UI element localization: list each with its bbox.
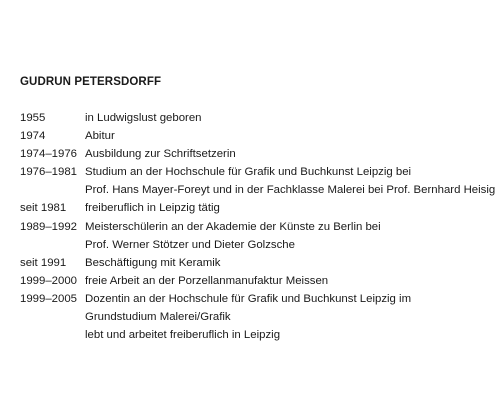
biography-row (20, 163, 490, 181)
entry-year: 1976–1981 (20, 166, 78, 179)
entry-year: seit 1981 (20, 202, 67, 215)
entry-year (20, 308, 85, 326)
biography-row (20, 254, 490, 272)
biography-row (20, 199, 490, 217)
entry-text: freie Arbeit an der Porzellanmanufaktur Meissen (85, 274, 329, 287)
entry-year: 1999–2005 (20, 292, 78, 305)
entry-text: freiberuflich in Leipzig tätig (85, 202, 220, 215)
biography-row (20, 145, 490, 163)
biography-row (20, 308, 490, 326)
entry-year: 1989–1992 (20, 220, 78, 233)
entry-text: Grundstudium Malerei/Grafik (85, 311, 231, 324)
entry-year (20, 326, 85, 344)
entry-text: Prof. Werner Stötzer und Dieter Golzsche (85, 238, 295, 251)
entry-text: Beschäftigung mit Keramik (85, 256, 221, 269)
biography-row (20, 181, 495, 199)
biography-list (20, 109, 495, 344)
entry-year: 1999–2000 (20, 274, 78, 287)
entry-text: Abitur (85, 130, 115, 143)
entry-text: Meisterschülerin an der Akademie der Künste zu Berlin bei (85, 220, 381, 233)
entry-text: lebt und arbeitet freiberuflich in Leipzig (85, 329, 281, 342)
entry-text: Prof. Hans Mayer-Foreyt und in der Fachklasse Malerei bei Prof. Bernhard Heisig (85, 184, 495, 197)
entry-year: 1955 (20, 112, 46, 124)
entry-year (20, 236, 85, 254)
biography-row (20, 109, 490, 127)
entry-year: seit 1991 (20, 256, 67, 269)
biography-row (20, 127, 490, 145)
entry-text: Dozentin an der Hochschule für Grafik und Buchkunst Leipzig im (85, 292, 412, 305)
page-title: GUDRUN PETERSDORFF (20, 76, 162, 88)
entry-year: 1974–1976 (20, 148, 78, 161)
entry-year (20, 181, 85, 199)
biography-row (20, 272, 490, 290)
entry-text: in Ludwigslust geboren (85, 112, 202, 124)
entry-year: 1974 (20, 130, 46, 143)
biography-row (20, 326, 490, 344)
biography-row (20, 236, 490, 254)
entry-text: Ausbildung zur Schriftsetzerin (85, 148, 236, 161)
biography-row (20, 218, 490, 236)
entry-text: Studium an der Hochschule für Grafik und Buchkunst Leipzig bei (85, 166, 412, 179)
biography-row (20, 290, 490, 308)
